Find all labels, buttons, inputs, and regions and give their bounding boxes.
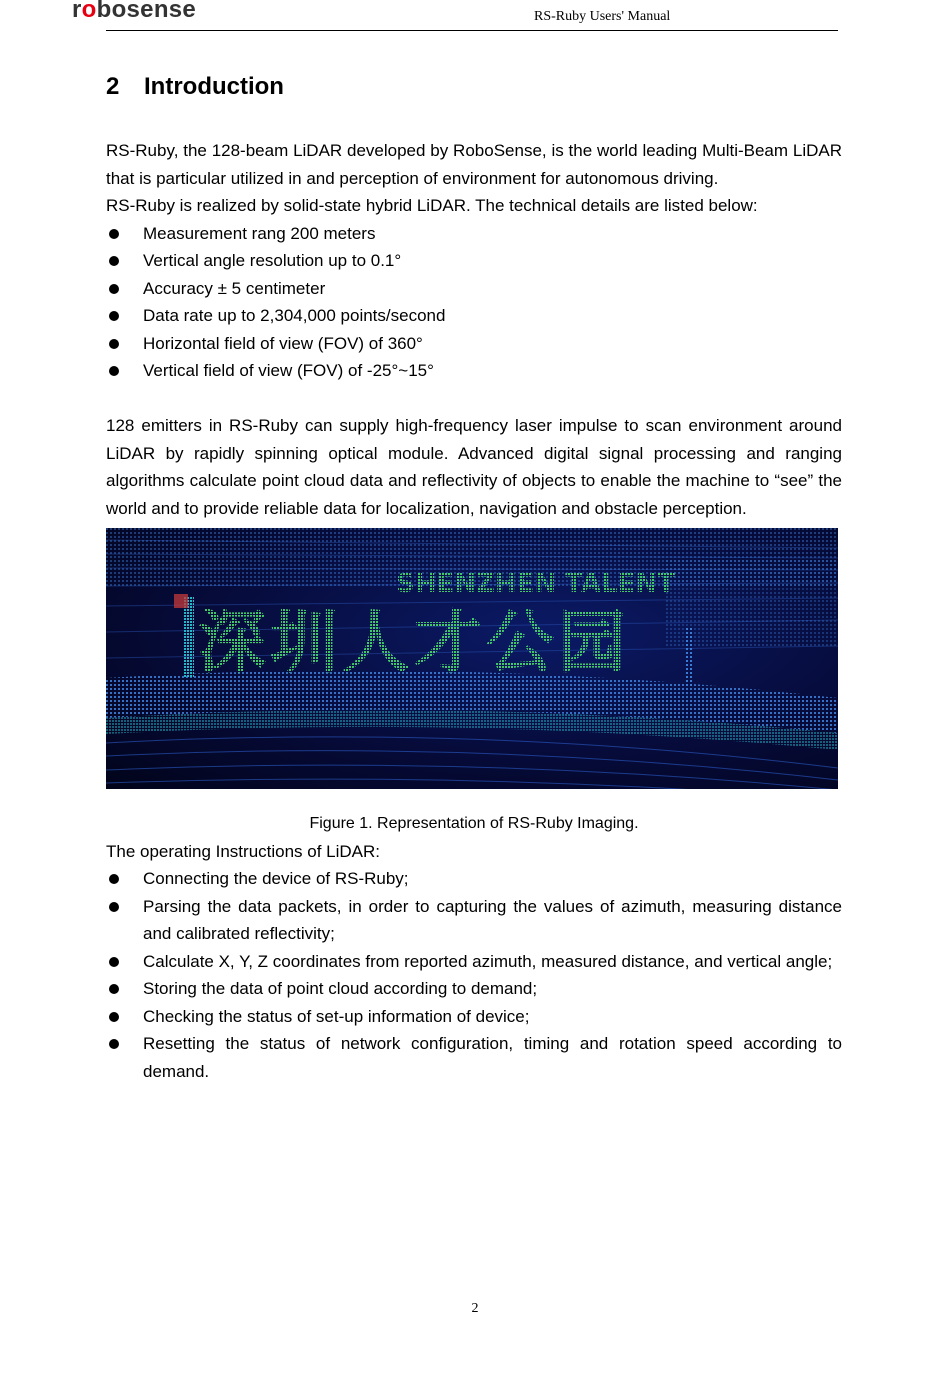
operating-heading: The operating Instructions of LiDAR: [106, 841, 381, 861]
list-item: Checking the status of set-up information of device; [106, 1003, 842, 1031]
list-item: Vertical angle resolution up to 0.1° [106, 247, 842, 275]
list-item: Data rate up to 2,304,000 points/second [106, 302, 842, 330]
list-item: Connecting the device of RS-Ruby; [106, 865, 842, 893]
bullet-icon [109, 284, 119, 294]
sign-text-cn: 深圳人才公园 [198, 604, 631, 683]
bullet-icon [109, 229, 119, 239]
section-heading: 2 Introduction [106, 73, 284, 100]
list-item: Parsing the data packets, in order to capturing the values of azimuth, measuring distance and calibrated reflectivity; [106, 893, 842, 948]
spec-list [106, 220, 842, 385]
bullet-icon [109, 874, 119, 884]
point-cloud-image [106, 528, 838, 789]
operating-list [106, 865, 842, 1085]
list-item: Measurement rang 200 meters [106, 220, 842, 248]
list-item: Resetting the status of network configuration, timing and rotation speed according to demand. [106, 1030, 842, 1085]
running-header: RS-Ruby Users' Manual [534, 9, 671, 24]
intro-paragraph-2: RS-Ruby is realized by solid-state hybrid LiDAR. The technical details are listed below: [106, 196, 758, 215]
bullet-icon [109, 984, 119, 994]
emitters-paragraph: 128 emitters in RS-Ruby can supply high-frequency laser impulse to scan environment around LiDAR by rapidly spinning optical module. Advanced digital signal processing and ranging algorithms calculate point cloud data and reflectivity of objects to enable the machine to “see” the world and to provide reliable data for localization, navigation and obstacle perception. [106, 416, 842, 518]
sign-text: SHENZHEN TALENT [396, 569, 675, 599]
robosense-logo: robosense [72, 0, 197, 23]
list-item: Accuracy ± 5 centimeter [106, 275, 842, 303]
bullet-icon [109, 339, 119, 349]
list-item: Storing the data of point cloud according to demand; [106, 975, 842, 1003]
bullet-icon [109, 256, 119, 266]
header-rule [106, 30, 838, 31]
point-cloud-figure [106, 528, 838, 789]
list-item: Horizontal field of view (FOV) of 360° [106, 330, 842, 358]
bullet-icon [109, 1012, 119, 1022]
figure-caption: Figure 1. Representation of RS-Ruby Imaging. [309, 815, 639, 832]
intro-paragraph-1: RS-Ruby, the 128-beam LiDAR developed by RoboSense, is the world leading Multi-Beam LiDAR that is particular utilized in and perception of environment for autonomous driving. [106, 141, 842, 188]
bullet-icon [109, 902, 119, 912]
bullet-icon [109, 957, 119, 967]
page-number: 2 [471, 1301, 479, 1316]
list-item: Calculate X, Y, Z coordinates from reported azimuth, measured distance, and vertical angle; [106, 948, 842, 976]
page-body [106, 137, 842, 1085]
bullet-icon [109, 311, 119, 321]
list-item: Vertical field of view (FOV) of -25°~15° [106, 357, 842, 385]
bullet-icon [109, 1039, 119, 1049]
bullet-icon [109, 366, 119, 376]
